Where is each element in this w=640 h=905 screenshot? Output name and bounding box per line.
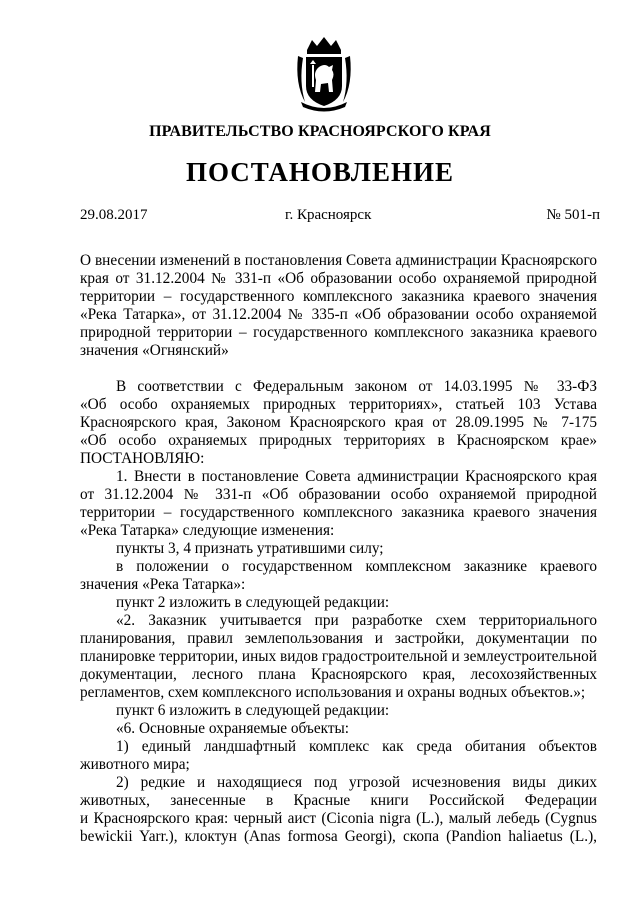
- body-line: пункты 3, 4 признать утратившими силу;: [116, 540, 384, 557]
- body-line: животных, занесенные в Красные книги Российской Федерации: [80, 792, 597, 809]
- body-line: от 31.12.2004 № 331-п «Об образовании особо охраняемой природной: [80, 486, 597, 503]
- body-line: планирования, правил землепользования и застройки, документации по: [80, 630, 597, 647]
- body-line: «6. Основные охраняемые объекты:: [116, 720, 350, 737]
- body-line: в положении о государственном комплексном заказнике краевого: [116, 558, 597, 575]
- body-line: bewickii Yarr.), клоктун (Anas formosa Georgi), скопа (Pandion haliaetus (L.),: [80, 828, 597, 845]
- body-line: ПОСТАНОВЛЯЮ:: [80, 450, 205, 467]
- body-line: территории – государственного комплексного заказника краевого значения: [80, 504, 597, 521]
- subject-line: территории – государственного комплексного заказника краевого значения: [80, 288, 597, 305]
- body-line: пункт 6 изложить в следующей редакции:: [116, 702, 390, 719]
- body-line: 2) редкие и находящиеся под угрозой исчезновения виды диких: [116, 774, 597, 791]
- body-line: «Об особо охраняемых природных территориях», статьей 103 Устава: [80, 396, 597, 413]
- body-line: документации, лесного плана Красноярского края, лесохозяйственных: [80, 666, 597, 683]
- government-name: ПРАВИТЕЛЬСТВО КРАСНОЯРСКОГО КРАЯ: [149, 123, 491, 140]
- document-number: № 501-п: [546, 207, 600, 223]
- body-line: планировке территории, иных видов градостроительной и землеустроительной: [80, 648, 597, 665]
- body-line: «2. Заказник учитывается при разработке схем территориального: [116, 612, 597, 629]
- body-line: 1) единый ландшафтный комплекс как среда обитания объектов: [116, 738, 597, 755]
- body-line: 1. Внести в постановление Совета администрации Красноярского края: [116, 468, 597, 485]
- body-line: значения «Река Татарка»:: [80, 576, 246, 593]
- body-line: «Об особо охраняемых природных территориях в Красноярском крае»: [80, 432, 597, 449]
- document-city: г. Красноярск: [285, 207, 372, 223]
- body-line: и Красноярского края: черный аист (Ciconia nigra (L.), малый лебедь (Cygnus: [80, 810, 597, 827]
- document-type: ПОСТАНОВЛЕНИЕ: [185, 157, 455, 187]
- document-date: 29.08.2017: [80, 207, 148, 223]
- body-line: «Река Татарка» следующие изменения:: [80, 522, 335, 539]
- body-line: регламентов, схем комплексного использования и охраны водных объектов.»;: [80, 684, 586, 701]
- subject-line: края от 31.12.2004 № 331-п «Об образовании особо охраняемой природной: [80, 270, 597, 287]
- krasnoyarsk-coat-of-arms-icon: [295, 36, 353, 112]
- body-line: животного мира;: [80, 756, 190, 773]
- body-line: Красноярского края, Законом Красноярского края от 28.09.1995 № 7-175: [80, 414, 597, 431]
- subject-line: природной территории – государственного комплексного заказника краевого: [80, 324, 597, 341]
- document-meta: [80, 207, 600, 227]
- subject-line: «Река Татарка», от 31.12.2004 № 335-п «Об образовании особо охраняемой: [80, 306, 597, 323]
- subject-line: значения «Огнянский»: [80, 342, 229, 359]
- subject-line: О внесении изменений в постановления Совета администрации Красноярского: [80, 252, 597, 269]
- body-line: В соответствии с Федеральным законом от 14.03.1995 № 33-ФЗ: [116, 378, 597, 395]
- body-line: пункт 2 изложить в следующей редакции:: [116, 594, 390, 611]
